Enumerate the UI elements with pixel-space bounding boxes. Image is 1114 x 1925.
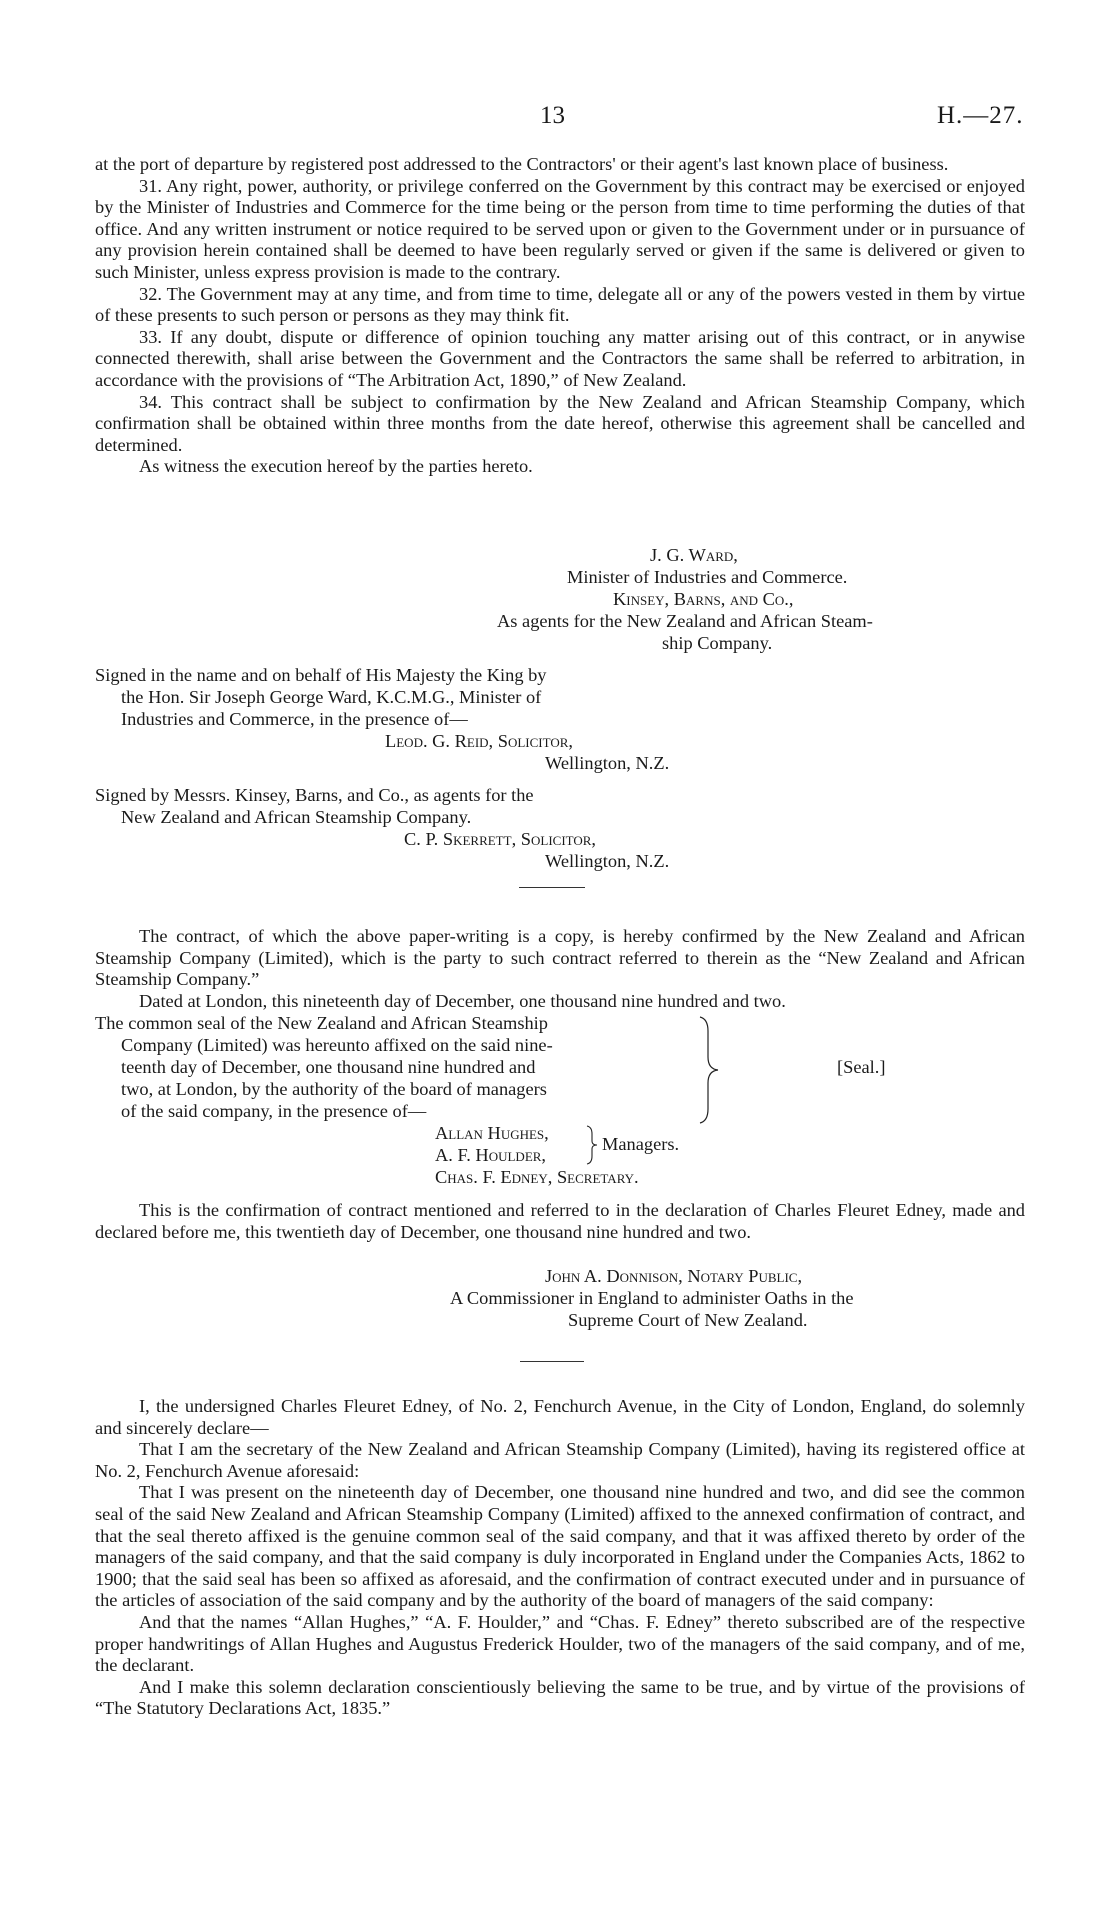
attestation-agents-line-1: Signed by Messrs. Kinsey, Barns, and Co., as agents for the: [95, 785, 534, 805]
seal-clause-line-1: The common seal of the New Zealand and African Steamship: [95, 1013, 548, 1033]
confirmation-text: The contract, of which the above paper-writing is a copy, is hereby confirmed by the New Zealand and African Steamship Company (Limited), which is the party to such contract referred to therein as the “New Zealand and African Steamship Company.”: [95, 926, 1025, 990]
page-number: 13: [540, 102, 565, 129]
witness-line: As witness the execution hereof by the parties hereto.: [139, 456, 533, 477]
notary-name: John A. Donnison, Notary Public,: [545, 1266, 803, 1286]
witness-reid: Leod. G. Reid, Solicitor,: [385, 731, 573, 751]
clause-34: 34. This contract shall be subject to confirmation by the New Zealand and African Steamship Company, which confirmation shall be obtained within three months from the date hereof, otherwise this agreement shall be cancelled and determined.: [95, 391, 1025, 455]
notary-paragraph: [95, 1200, 1025, 1243]
signature-kinsey-title: As agents for the New Zealand and African Steam-: [497, 611, 873, 631]
clause-32: 32. The Government may at any time, and from time to time, delegate all or any of the powers vested in them by virtue of these presents to such person or persons as they may think fit.: [95, 283, 1025, 326]
manager-hughes: Allan Hughes,: [435, 1123, 549, 1143]
witness-skerrett-place: Wellington, N.Z.: [545, 851, 670, 871]
confirmation-paragraph: [95, 926, 1025, 1012]
declaration-closing: And I make this solemn declaration conscientiously believing the same to be true, and by virtue of the provisions of “The Statutory Declarations Act, 1835.”: [95, 1676, 1025, 1719]
managers-brace-icon: [585, 1124, 599, 1166]
declaration-intro: I, the undersigned Charles Fleuret Edney, of No. 2, Fenchurch Avenue, in the City of London, England, do solemnly and sincerely declare—: [95, 1396, 1025, 1438]
witness-skerrett: C. P. Skerrett, Solicitor,: [404, 829, 597, 849]
signature-kinsey-title-cont: ship Company.: [662, 633, 773, 653]
seal-clause-line-5: of the said company, in the presence of—: [121, 1101, 427, 1121]
manager-houlder: A. F. Houlder,: [435, 1145, 547, 1165]
seal-mark: [Seal.]: [837, 1057, 886, 1077]
attestation-crown-line-1: Signed in the name and on behalf of His Majesty the King by: [95, 665, 547, 685]
clause-continuation: at the port of departure by registered post addressed to the Contractors' or their agent's last known place of business.: [95, 154, 949, 174]
document-reference: H.—27.: [937, 102, 1024, 129]
notary-title-line-1: A Commissioner in England to administer Oaths in the: [450, 1288, 854, 1308]
seal-clause-line-4: two, at London, by the authority of the board of managers: [121, 1079, 547, 1099]
secretary-signature: Chas. F. Edney, Secretary.: [435, 1167, 639, 1187]
declaration-secretary: That I am the secretary of the New Zealand and African Steamship Company (Limited), having its registered office at No. 2, Fenchurch Avenue aforesaid:: [95, 1439, 1025, 1481]
declaration-seal: That I was present on the nineteenth day of December, one thousand nine hundred and two, and did see the common seal of the said New Zealand and African Steamship Company (Limited) affixed to the annexed confirmation of contract, and that the seal thereto affixed is the genuine common seal of the said company, and that it was affixed thereto by order of the managers of the said company, and that the said company is duly incorporated in England under the Companies Acts, 1862 to 1900; that the said seal has been so affixed as aforesaid, and the confirmation of contract executed under and in pursuance of the articles of association of the said company and by the authority of the board of managers of the said company:: [95, 1482, 1025, 1611]
seal-clause-line-3: teenth day of December, one thousand nine hundred and: [121, 1057, 536, 1077]
signature-kinsey: Kinsey, Barns, and Co.,: [613, 589, 794, 609]
attestation-crown-line-2: the Hon. Sir Joseph George Ward, K.C.M.G., Minister of: [121, 687, 542, 707]
signature-ward: J. G. Ward,: [650, 545, 738, 565]
section-divider-2: [520, 1361, 584, 1362]
notary-text: This is the confirmation of contract mentioned and referred to in the declaration of Charles Fleuret Edney, made and declared before me, this twentieth day of December, one thousand nine hundred and two.: [95, 1200, 1025, 1242]
section-divider: [519, 887, 585, 888]
attestation-agents-line-2: New Zealand and African Steamship Company.: [121, 807, 472, 827]
contract-clauses: [95, 154, 1025, 478]
declaration: [95, 1396, 1025, 1720]
declaration-handwriting: And that the names “Allan Hughes,” “A. F. Houlder,” and “Chas. F. Edney” thereto subscribed are of the respective proper handwritings of Allan Hughes and Augustus Frederick Houlder, two of the managers of the said company, and of me, the declarant.: [95, 1611, 1025, 1676]
witness-reid-place: Wellington, N.Z.: [545, 753, 670, 773]
clause-31: 31. Any right, power, authority, or privilege conferred on the Government by this contract may be exercised or enjoyed by the Minister of Industries and Commerce for the time being or the person from time to time performing the duties of that office. And any written instrument or notice required to be served upon or given to the Government under or in pursuance of any provision herein contained shall be deemed to have been regularly served or given if the same is delivered or given to such Minister, unless express provision is made to the contrary.: [95, 175, 1025, 282]
confirmation-dated: Dated at London, this nineteenth day of December, one thousand nine hundred and two.: [139, 990, 786, 1011]
seal-brace-icon: [698, 1015, 724, 1125]
clause-33: 33. If any doubt, dispute or difference of opinion touching any matter arising out of this contract, or in anywise connected therewith, shall arise between the Government and the Contractors the same shall be referred to arbitration, in accordance with the provisions of “The Arbitration Act, 1890,” of New Zealand.: [95, 326, 1025, 390]
signature-ward-title: Minister of Industries and Commerce.: [567, 567, 848, 587]
managers-label: Managers.: [602, 1134, 680, 1154]
seal-clause-line-2: Company (Limited) was hereunto affixed on the said nine-: [121, 1035, 553, 1055]
attestation-crown-line-3: Industries and Commerce, in the presence of—: [121, 709, 468, 729]
notary-title-line-2: Supreme Court of New Zealand.: [568, 1310, 808, 1330]
